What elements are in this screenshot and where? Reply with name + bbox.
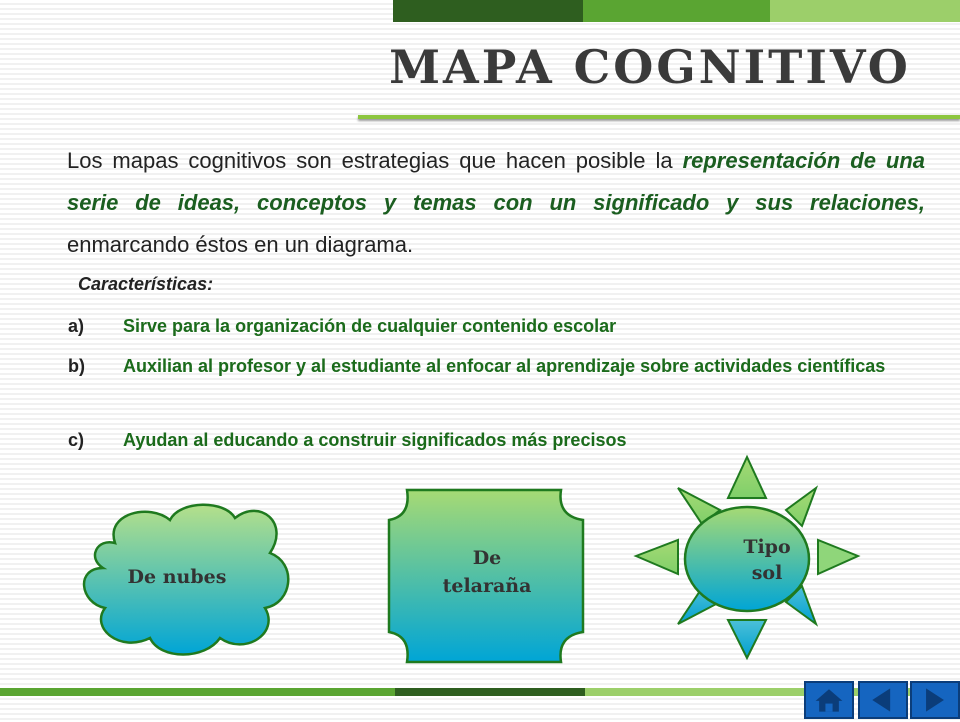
intro-text-start: Los mapas cognitivos son estrategias que hacen posible la: [67, 148, 683, 173]
list-item-text: Sirve para la organización de cualquier contenido escolar: [123, 316, 617, 336]
list-item-text: Ayudan al educando a construir significados más precisos: [123, 430, 627, 450]
intro-emphasis: representación de una serie de ideas, conceptos y temas con un significado y sus relaciones,: [67, 148, 925, 215]
previous-icon: [860, 683, 906, 717]
intro-paragraph: [67, 140, 925, 266]
cloud-label: De nubes: [127, 566, 227, 588]
top-bar-light: [770, 0, 960, 22]
slide-title: MAPA COGNITIVO: [389, 40, 911, 94]
top-bar-green: [583, 0, 770, 22]
list-item-text: Auxilian al profesor y al estudiante al enfocar al aprendizaje sobre actividades científicas: [123, 356, 886, 376]
top-bar-dark: [393, 0, 583, 22]
web-label-line1: De: [472, 547, 502, 569]
characteristics-heading: Características:: [78, 274, 214, 294]
home-icon: [806, 683, 852, 717]
list-item-letter: c): [68, 430, 85, 450]
intro-text-end: enmarcando éstos en un diagrama.: [67, 232, 414, 257]
next-icon: [912, 683, 958, 717]
cloud-map-shape: [75, 498, 295, 658]
web-map-shape: [385, 486, 589, 666]
previous-button[interactable]: [858, 681, 908, 719]
sun-map-shape: [630, 452, 870, 664]
bottom-bar-dark: [395, 688, 585, 696]
list-item-letter: a): [68, 316, 85, 336]
list-item-a: [68, 310, 908, 342]
sun-label-line2: sol: [751, 562, 783, 584]
title-underline: [358, 115, 960, 119]
bottom-bar-green: [0, 688, 395, 696]
next-button[interactable]: [910, 681, 960, 719]
sun-label-line1: Tipo: [743, 536, 791, 558]
list-item-b: [68, 350, 908, 382]
web-label-line2: telaraña: [442, 575, 532, 597]
list-item-letter: b): [68, 356, 85, 376]
home-button[interactable]: [804, 681, 854, 719]
